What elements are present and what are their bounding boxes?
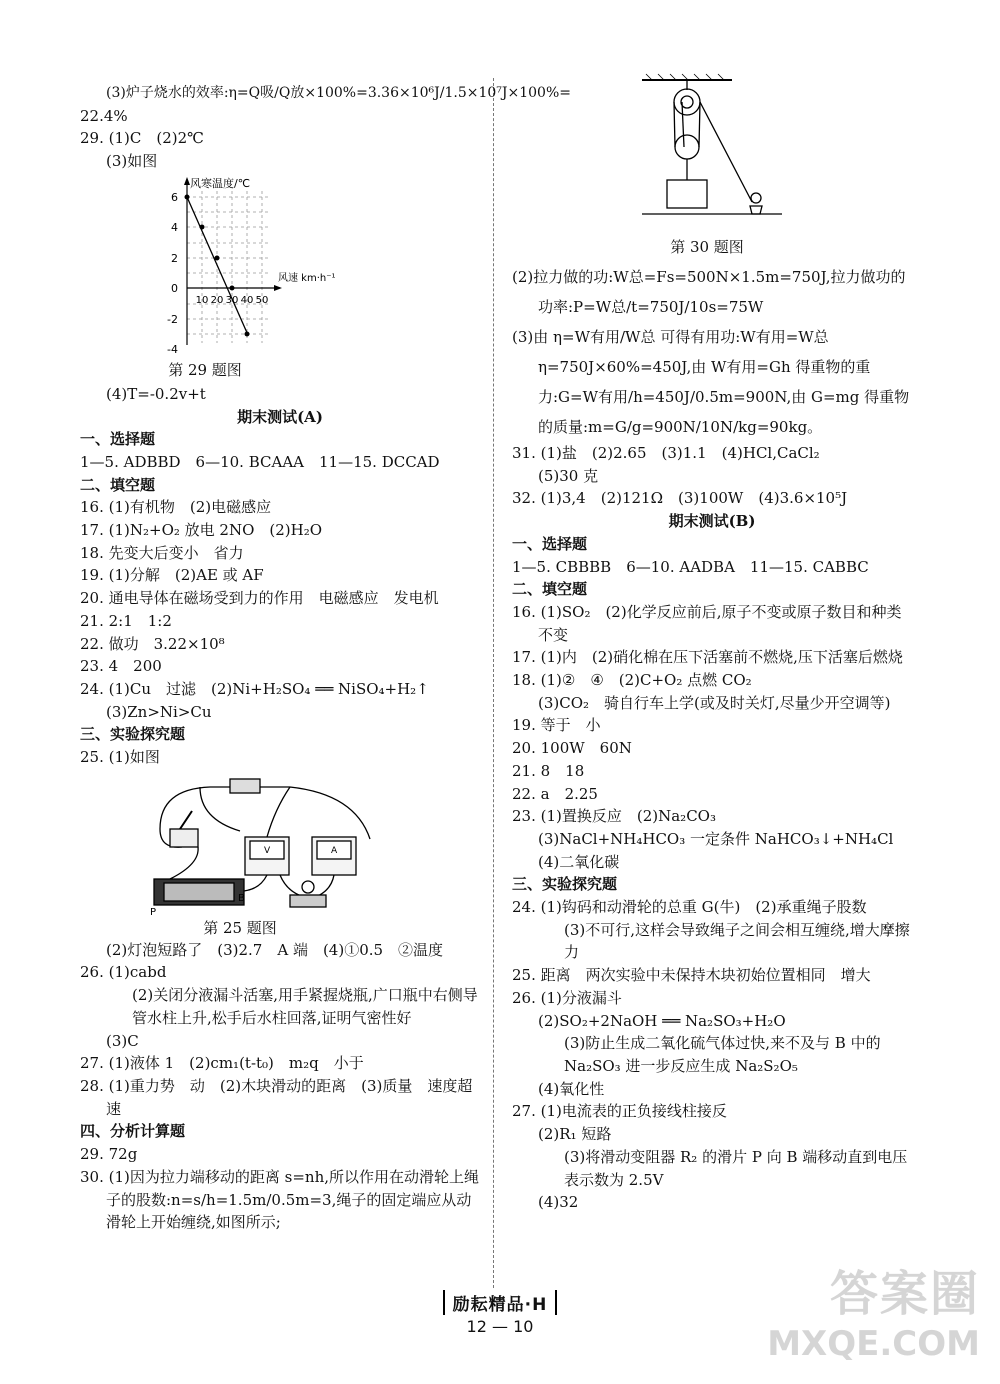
weight-icon <box>667 180 707 208</box>
data-point <box>200 224 205 229</box>
answer-line: (4)32 <box>538 1193 579 1212</box>
answer-line: 18. 先变大后变小 省力 <box>80 543 244 562</box>
bulb-icon <box>302 881 314 893</box>
y-axis-label: 风寒温度/℃ <box>190 176 251 190</box>
answer-line: (2)关闭分液漏斗活塞,用手紧握烧瓶,广口瓶中右侧导管水柱上升,松手后水柱回落,证明气密性好 <box>132 986 478 1027</box>
y-tick: 6 <box>171 190 178 204</box>
answer-line: (3)将滑动变阻器 R₂ 的滑片 P 向 B 端移动直到电压表示数为 2.5V <box>564 1147 908 1189</box>
switch-icon <box>170 829 198 847</box>
answer-line: 17. (1)N₂+O₂ 放电 2NO (2)H₂O <box>80 521 323 540</box>
pulley-figure <box>632 72 792 237</box>
answer-line: 29. 72g <box>80 1145 138 1164</box>
section-heading: 二、填空题 <box>80 475 156 494</box>
answer-line: (3)C <box>106 1031 139 1050</box>
column-divider <box>493 78 494 1288</box>
answer-line: 23. (1)置换反应 (2)Na₂CO₃ <box>512 807 716 826</box>
answer-line: 18. (1)② ④ (2)C+O₂ 点燃 CO₂ <box>512 671 752 690</box>
answer-line: (3)CO₂ 骑自行车上学(或及时关灯,尽量少开空调等) <box>538 693 891 712</box>
section-heading: 二、填空题 <box>512 580 588 599</box>
section-heading: 一、选择题 <box>80 430 156 449</box>
answer-line: 29. (1)C (2)2℃ <box>80 129 204 148</box>
y-tick: -2 <box>167 312 178 326</box>
section-heading: 三、实验探究题 <box>512 875 618 894</box>
answer-line: 19. (1)分解 (2)AE 或 AF <box>80 566 264 585</box>
answer-line: (3)NaCl+NH₄HCO₃ 一定条件 NaHCO₃↓+NH₄Cl <box>538 829 894 848</box>
watermark-url: MXQE.COM <box>767 1324 980 1364</box>
answer-line: 16. (1)有机物 (2)电磁感应 <box>80 498 272 517</box>
page-number: 12 — 10 <box>466 1317 534 1336</box>
answer-line: (5)30 克 <box>538 466 599 485</box>
x-tick: 10 <box>195 294 209 306</box>
answer-line: 16. (1)SO₂ (2)化学反应前后,原子不变或原子数目和种类不变 <box>512 602 902 644</box>
answer-line: 32. (1)3,4 (2)121Ω (3)100W (4)3.6×10⁵J <box>512 489 848 508</box>
data-point <box>230 285 235 290</box>
x-tick: 40 <box>240 294 254 306</box>
answer-line: 27. (1)电流表的正负接线柱接反 <box>512 1102 727 1121</box>
answer-line: 25. (1)如图 <box>80 748 160 767</box>
answer-line: (3)Zn>Ni>Cu <box>106 702 212 721</box>
answer-line: 25. 距离 两次实验中未保持木块初始位置相同 增大 <box>512 966 871 985</box>
answer-line: 20. 通电导体在磁场受到力的作用 电磁感应 发电机 <box>80 589 439 608</box>
data-point <box>185 194 190 199</box>
answer-line: (4)氧化性 <box>538 1079 605 1098</box>
answer-line: (2)R₁ 短路 <box>538 1125 612 1144</box>
svg-text:P: P <box>150 906 157 918</box>
answer-line: (3)防止生成二氧化硫气体过快,来不及与 B 中的 Na₂SO₃ 进一步反应生成 Na₂S₂O₅ <box>564 1034 881 1075</box>
answer-line: 22. 做功 3.22×10⁸ <box>80 634 225 653</box>
answer-line: 27. (1)液体 1 (2)cm₁(t-t₀) m₂q 小于 <box>80 1054 364 1073</box>
figure-29 <box>140 173 480 383</box>
fixed-pulley-icon <box>674 89 700 115</box>
x-axis-label: 风速 km·h⁻¹ <box>278 272 336 284</box>
answer-line: (3)炉子烧水的效率:η=Q吸/Q放×100%=3.36×10⁶J/1.5×10⁷J×100%= <box>106 85 572 101</box>
y-tick: -4 <box>167 342 178 356</box>
figure-caption: 第 30 题图 <box>670 238 744 256</box>
right-column <box>512 72 912 1214</box>
answer-line: 21. 2:1 1:2 <box>80 611 172 630</box>
section-title: 期末测试(B) <box>668 512 756 531</box>
answer-line: 26. (1)分液漏斗 <box>512 988 622 1007</box>
data-point <box>215 255 220 260</box>
answer-line: 30. (1)因为拉力端移动的距离 s=nh,所以作用在动滑轮上绳子的股数:n=s/h=1.5m/0.5m=3,绳子的固定端应从动滑轮上开始缠绕,如图所示; <box>80 1167 479 1232</box>
svg-text:V: V <box>264 845 271 856</box>
answer-line: 22.4% <box>80 106 128 125</box>
answer-line: 20. 100W 60N <box>512 739 632 758</box>
section-title: 期末测试(A) <box>237 407 323 426</box>
figure-25 <box>140 769 480 939</box>
figure-caption: 第 29 题图 <box>168 360 242 379</box>
brand-logo: 励耘精品·H <box>443 1290 558 1315</box>
answer-line: (2)拉力做的功:W总=Fs=500N×1.5m=750J,拉力做功的功率:P=W总/t=750J/10s=75W <box>512 268 906 316</box>
answer-line: (2)灯泡短路了 (3)2.7 A 端 (4)①0.5 ②温度 <box>106 940 444 959</box>
answer-line: (2)SO₂+2NaOH ══ Na₂SO₃+H₂O <box>538 1011 786 1030</box>
answer-line: (3)不可行,这样会导致绳子之间会相互缠绕,增大摩擦力 <box>564 920 910 962</box>
answer-line: (3)由 η=W有用/W总 可得有用功:W有用=W总η=750J×60%=450J,由 W有用=Gh 得重物的重力:G=W有用/h=450J/0.5m=900N,由 G=mg 得重物的质量:m=G/g=900N/10N/kg=90kg。 <box>512 328 910 436</box>
answer-line: (4)T=-0.2v+t <box>106 384 206 403</box>
svg-text:B: B <box>238 892 245 904</box>
section-heading: 一、选择题 <box>512 534 588 553</box>
movable-pulley-icon <box>675 135 699 159</box>
y-tick: 0 <box>171 281 178 295</box>
answer-line: 1—5. ADBBD 6—10. BCAAA 11—15. DCCAD <box>80 452 440 471</box>
windchill-chart <box>140 173 400 359</box>
figure-30 <box>632 72 912 262</box>
circuit-figure <box>140 769 420 919</box>
answer-line: 17. (1)内 (2)硝化棉在压下活塞前不燃烧,压下活塞后燃烧 <box>512 648 903 667</box>
answer-line: 21. 8 18 <box>512 761 585 780</box>
figure-caption: 第 25 题图 <box>203 918 277 937</box>
answer-line: 22. a 2.25 <box>512 784 598 803</box>
answer-line: 23. 4 200 <box>80 657 162 676</box>
answer-line: 24. (1)Cu 过滤 (2)Ni+H₂SO₄ ══ NiSO₄+H₂↑ <box>80 679 429 698</box>
section-heading: 三、实验探究题 <box>80 725 186 744</box>
answer-line: 1—5. CBBBB 6—10. AADBA 11—15. CABBC <box>512 557 869 576</box>
x-tick: 20 <box>210 294 224 306</box>
answer-line: (3)如图 <box>106 152 158 171</box>
answer-line: (4)二氧化碳 <box>538 852 620 871</box>
answer-line: 31. (1)盐 (2)2.65 (3)1.1 (4)HCl,CaCl₂ <box>512 444 820 462</box>
y-tick: 4 <box>171 220 178 234</box>
x-tick: 30 <box>225 294 239 306</box>
bulb-base-icon <box>290 895 326 907</box>
answer-line: 26. (1)cabd <box>80 963 167 982</box>
data-line <box>187 197 248 335</box>
watermark-logo: 答案圈 <box>829 1266 980 1322</box>
answer-line: 19. 等于 小 <box>512 716 601 735</box>
person-icon <box>751 193 761 203</box>
section-heading: 四、分析计算题 <box>80 1122 186 1141</box>
svg-text:A: A <box>331 845 338 856</box>
watermark <box>767 1255 980 1364</box>
answer-line: 24. (1)钩码和动滑轮的总重 G(牛) (2)承重绳子股数 <box>512 898 867 917</box>
answer-line: 28. (1)重力势 动 (2)木块滑动的距离 (3)质量 速度超速 <box>80 1076 473 1118</box>
data-point <box>245 331 250 336</box>
y-tick: 2 <box>171 251 178 265</box>
x-tick: 50 <box>255 294 269 306</box>
